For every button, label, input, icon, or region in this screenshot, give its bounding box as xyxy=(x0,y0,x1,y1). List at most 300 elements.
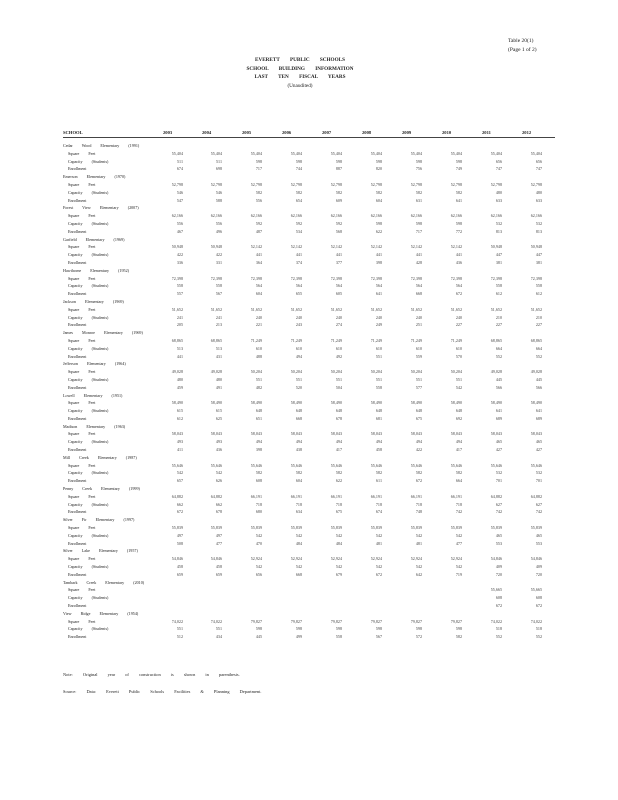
metric-label: Square Feet xyxy=(68,244,96,250)
value-cell: 598 xyxy=(335,626,342,632)
value-cell: 542 xyxy=(375,564,382,570)
value-cell: 610 xyxy=(375,345,382,351)
column-header-year: 2008 xyxy=(362,130,372,135)
value-cell: 627 xyxy=(535,501,542,507)
value-cell: 820 xyxy=(375,166,382,172)
value-cell: 50,204 xyxy=(450,369,462,375)
column-header-school: SCHOOL xyxy=(63,130,83,135)
school-name: Madison Elementary (1963) xyxy=(63,423,126,429)
school-table xyxy=(63,143,555,642)
value-cell: 747 xyxy=(535,166,542,172)
value-cell: 49,028 xyxy=(490,369,502,375)
value-cell: 52,798 xyxy=(530,181,542,187)
metric-label: Capacity (Students) xyxy=(68,408,109,414)
metric-label: Square Feet xyxy=(68,462,96,468)
metric-label: Square Feet xyxy=(68,431,96,437)
value-cell: 58,043 xyxy=(530,431,542,437)
value-cell: 243 xyxy=(295,322,302,328)
value-cell: 504 xyxy=(335,384,342,390)
value-cell: 411 xyxy=(177,447,183,453)
value-cell: 582 xyxy=(255,470,262,476)
value-cell: 480 xyxy=(535,189,542,195)
value-cell: 52,924 xyxy=(290,556,302,562)
value-cell: 51,652 xyxy=(171,306,183,312)
value-cell: 657 xyxy=(176,478,183,484)
value-cell: 52,798 xyxy=(250,181,262,187)
value-cell: 427 xyxy=(495,447,502,453)
value-cell: 656 xyxy=(495,158,502,164)
value-cell: 55,646 xyxy=(171,462,183,468)
metric-row xyxy=(63,283,555,291)
value-cell: 749 xyxy=(455,166,462,172)
value-cell: 564 xyxy=(295,283,302,289)
value-cell: 598 xyxy=(375,158,382,164)
value-cell: 615 xyxy=(215,408,222,414)
value-cell: 55,839 xyxy=(410,525,422,531)
metric-row xyxy=(63,166,555,174)
column-header-year: 2004 xyxy=(202,130,212,135)
value-cell: 542 xyxy=(295,564,302,570)
metric-label: Capacity (Students) xyxy=(68,470,109,476)
metric-label: Capacity (Students) xyxy=(68,501,109,507)
value-cell: 747 xyxy=(495,166,502,172)
value-cell: 55,404 xyxy=(490,150,502,156)
value-cell: 445 xyxy=(255,634,262,640)
value-cell: 598 xyxy=(415,158,422,164)
value-cell: 655 xyxy=(295,291,302,297)
value-cell: 675 xyxy=(415,415,422,421)
value-cell: 58,490 xyxy=(290,400,302,406)
value-cell: 381 xyxy=(495,259,502,265)
value-cell: 582 xyxy=(255,189,262,195)
value-cell: 58,490 xyxy=(490,400,502,406)
value-cell: 55,404 xyxy=(370,150,382,156)
value-cell: 664 xyxy=(535,345,542,351)
value-cell: 678 xyxy=(335,415,342,421)
value-cell: 625 xyxy=(215,415,222,421)
value-cell: 54,846 xyxy=(490,556,502,562)
value-cell: 459 xyxy=(176,384,183,390)
value-cell: 64,882 xyxy=(171,493,183,499)
value-cell: 241 xyxy=(176,314,183,320)
metric-row xyxy=(63,572,555,580)
value-cell: 494 xyxy=(335,439,342,445)
school-row xyxy=(63,611,555,619)
value-cell: 542 xyxy=(375,532,382,538)
metric-row xyxy=(63,494,555,502)
metric-row xyxy=(63,198,555,206)
metric-row xyxy=(63,525,555,533)
value-cell: 494 xyxy=(295,439,302,445)
value-cell: 55,646 xyxy=(410,462,422,468)
value-cell: 631 xyxy=(415,197,422,203)
value-cell: 633 xyxy=(535,197,542,203)
value-cell: 672 xyxy=(495,603,502,609)
value-cell: 556 xyxy=(215,220,222,226)
value-cell: 481 xyxy=(375,540,382,546)
value-cell: 674 xyxy=(176,166,183,172)
value-cell: 582 xyxy=(455,634,462,640)
value-cell: 772 xyxy=(455,228,462,234)
value-cell: 52,798 xyxy=(290,181,302,187)
value-cell: 499 xyxy=(295,634,302,640)
value-cell: 458 xyxy=(375,447,382,453)
metric-label: Capacity (Students) xyxy=(68,439,109,445)
metric-row xyxy=(63,408,555,416)
value-cell: 62,166 xyxy=(171,213,183,219)
value-cell: 465 xyxy=(495,439,502,445)
value-cell: 492 xyxy=(335,353,342,359)
value-cell: 55,839 xyxy=(250,525,262,531)
school-row xyxy=(63,174,555,182)
column-header-year: 2009 xyxy=(402,130,412,135)
value-cell: 664 xyxy=(495,345,502,351)
value-cell: 672 xyxy=(375,571,382,577)
value-cell: 427 xyxy=(535,447,542,453)
value-cell: 66,191 xyxy=(370,493,382,499)
value-cell: 458 xyxy=(176,564,183,570)
metric-label: Capacity (Students) xyxy=(68,252,109,258)
value-cell: 72,398 xyxy=(171,275,183,281)
value-cell: 480 xyxy=(215,376,222,382)
value-cell: 494 xyxy=(455,439,462,445)
value-cell: 55,665 xyxy=(490,587,502,593)
value-cell: 681 xyxy=(375,415,382,421)
value-cell: 409 xyxy=(535,564,542,570)
value-cell: 240 xyxy=(375,314,382,320)
metric-label: Enrollment xyxy=(68,384,87,390)
metric-label: Square Feet xyxy=(68,556,96,562)
value-cell: 598 xyxy=(255,626,262,632)
value-cell: 79,827 xyxy=(330,618,342,624)
value-cell: 52,924 xyxy=(450,556,462,562)
value-cell: 720 xyxy=(535,571,542,577)
metric-row xyxy=(63,377,555,385)
school-name: Emerson Elementary (1970) xyxy=(63,174,126,180)
school-name: Garfield Elementary (1969) xyxy=(63,236,125,242)
value-cell: 719 xyxy=(455,571,462,577)
value-cell: 668 xyxy=(295,415,302,421)
value-cell: 241 xyxy=(215,314,222,320)
value-cell: 72,398 xyxy=(450,275,462,281)
value-cell: 465 xyxy=(495,532,502,538)
metric-row xyxy=(63,182,555,190)
value-cell: 240 xyxy=(415,314,422,320)
header-divider xyxy=(63,137,555,138)
value-cell: 441 xyxy=(295,252,302,258)
value-cell: 742 xyxy=(455,509,462,515)
value-cell: 62,166 xyxy=(290,213,302,219)
metric-label: Capacity (Students) xyxy=(68,283,109,289)
value-cell: 251 xyxy=(415,322,422,328)
metric-row xyxy=(63,509,555,517)
value-cell: 552 xyxy=(495,634,502,640)
column-header-year: 2003 xyxy=(163,130,173,135)
value-cell: 564 xyxy=(415,283,422,289)
value-cell: 58,490 xyxy=(450,400,462,406)
school-name: Silver Lake Elementary (1957) xyxy=(63,548,138,554)
metric-label: Square Feet xyxy=(68,400,96,406)
column-header-year: 2006 xyxy=(282,130,292,135)
value-cell: 678 xyxy=(215,509,222,515)
value-cell: 50,948 xyxy=(530,244,542,250)
value-cell: 558 xyxy=(176,283,183,289)
value-cell: 66,191 xyxy=(250,493,262,499)
value-cell: 605 xyxy=(335,291,342,297)
value-cell: 610 xyxy=(295,345,302,351)
metric-label: Square Feet xyxy=(68,150,96,156)
value-cell: 604 xyxy=(295,478,302,484)
value-cell: 51,652 xyxy=(210,306,222,312)
value-cell: 79,827 xyxy=(250,618,262,624)
metric-row xyxy=(63,595,555,603)
value-cell: 55,646 xyxy=(210,462,222,468)
value-cell: 598 xyxy=(375,626,382,632)
school-name: James Monroe Elementary (1969) xyxy=(63,330,143,336)
metric-row xyxy=(63,634,555,642)
value-cell: 50,204 xyxy=(290,369,302,375)
value-cell: 556 xyxy=(255,197,262,203)
value-cell: 582 xyxy=(375,189,382,195)
value-cell: 542 xyxy=(455,532,462,538)
value-cell: 64,882 xyxy=(490,493,502,499)
value-cell: 626 xyxy=(215,478,222,484)
value-cell: 610 xyxy=(255,345,262,351)
value-cell: 68,865 xyxy=(171,337,183,343)
value-cell: 588 xyxy=(215,197,222,203)
value-cell: 641 xyxy=(375,291,382,297)
value-cell: 55,646 xyxy=(330,462,342,468)
value-cell: 582 xyxy=(295,470,302,476)
value-cell: 480 xyxy=(176,376,183,382)
value-cell: 409 xyxy=(495,564,502,570)
value-cell: 717 xyxy=(415,228,422,234)
metric-label: Enrollment xyxy=(68,447,87,453)
value-cell: 612 xyxy=(176,415,183,421)
value-cell: 51,652 xyxy=(250,306,262,312)
value-cell: 58,043 xyxy=(250,431,262,437)
value-cell: 518 xyxy=(495,626,502,632)
value-cell: 55,646 xyxy=(250,462,262,468)
metric-label: Capacity (Students) xyxy=(68,189,109,195)
value-cell: 598 xyxy=(255,158,262,164)
value-cell: 50,204 xyxy=(250,369,262,375)
value-cell: 610 xyxy=(455,345,462,351)
metric-label: Enrollment xyxy=(68,322,87,328)
value-cell: 58,043 xyxy=(210,431,222,437)
value-cell: 221 xyxy=(255,322,262,328)
value-cell: 582 xyxy=(415,189,422,195)
metric-row xyxy=(63,447,555,455)
value-cell: 756 xyxy=(415,166,422,172)
value-cell: 50,204 xyxy=(410,369,422,375)
value-cell: 633 xyxy=(495,197,502,203)
value-cell: 417 xyxy=(335,447,342,453)
value-cell: 542 xyxy=(255,532,262,538)
metric-row xyxy=(63,369,555,377)
value-cell: 417 xyxy=(455,447,462,453)
value-cell: 748 xyxy=(415,509,422,515)
value-cell: 564 xyxy=(255,283,262,289)
value-cell: 55,839 xyxy=(370,525,382,531)
value-cell: 488 xyxy=(255,353,262,359)
value-cell: 664 xyxy=(455,478,462,484)
school-row xyxy=(63,580,555,588)
value-cell: 542 xyxy=(295,532,302,538)
value-cell: 582 xyxy=(375,470,382,476)
value-cell: 558 xyxy=(535,283,542,289)
value-cell: 74,022 xyxy=(171,618,183,624)
value-cell: 542 xyxy=(455,384,462,390)
value-cell: 567 xyxy=(375,634,382,640)
value-cell: 672 xyxy=(535,603,542,609)
school-row xyxy=(63,205,555,213)
value-cell: 434 xyxy=(215,634,222,640)
value-cell: 52,798 xyxy=(450,181,462,187)
value-cell: 364 xyxy=(255,259,262,265)
value-cell: 610 xyxy=(415,345,422,351)
value-cell: 51,652 xyxy=(530,306,542,312)
value-cell: 491 xyxy=(215,384,222,390)
metric-label: Enrollment xyxy=(68,166,87,172)
value-cell: 52,798 xyxy=(490,181,502,187)
value-cell: 615 xyxy=(176,408,183,414)
value-cell: 496 xyxy=(215,228,222,234)
value-cell: 50,204 xyxy=(370,369,382,375)
school-name: Lowell Elementary (1951) xyxy=(63,392,123,398)
value-cell: 532 xyxy=(535,470,542,476)
value-cell: 213 xyxy=(215,322,222,328)
value-cell: 552 xyxy=(535,353,542,359)
value-cell: 513 xyxy=(176,345,183,351)
metric-row xyxy=(63,159,555,167)
value-cell: 205 xyxy=(176,322,183,328)
value-cell: 813 xyxy=(535,228,542,234)
value-cell: 274 xyxy=(335,322,342,328)
value-cell: 577 xyxy=(415,384,422,390)
value-cell: 511 xyxy=(216,158,222,164)
value-cell: 622 xyxy=(335,478,342,484)
value-cell: 71,249 xyxy=(290,337,302,343)
value-cell: 49,028 xyxy=(530,369,542,375)
school-row xyxy=(63,517,555,525)
metric-row xyxy=(63,564,555,572)
value-cell: 592 xyxy=(255,220,262,226)
value-cell: 656 xyxy=(255,571,262,577)
value-cell: 582 xyxy=(335,189,342,195)
school-name: Silver Fir Elementary (1997) xyxy=(63,517,135,523)
table-reference xyxy=(508,37,537,55)
value-cell: 79,827 xyxy=(370,618,382,624)
value-cell: 62,166 xyxy=(410,213,422,219)
metric-row xyxy=(63,587,555,595)
value-cell: 240 xyxy=(335,314,342,320)
value-cell: 717 xyxy=(255,166,262,172)
metric-row xyxy=(63,439,555,447)
metric-row xyxy=(63,151,555,159)
school-row xyxy=(63,361,555,369)
value-cell: 656 xyxy=(535,158,542,164)
value-cell: 55,646 xyxy=(370,462,382,468)
value-cell: 672 xyxy=(415,478,422,484)
value-cell: 68,865 xyxy=(210,337,222,343)
school-name: Penny Creek Elementary (1999) xyxy=(63,486,140,492)
value-cell: 566 xyxy=(535,384,542,390)
value-cell: 551 xyxy=(295,376,302,382)
value-cell: 598 xyxy=(415,626,422,632)
value-cell: 62,166 xyxy=(330,213,342,219)
value-cell: 58,043 xyxy=(490,431,502,437)
value-cell: 598 xyxy=(455,220,462,226)
metric-row xyxy=(63,338,555,346)
value-cell: 494 xyxy=(375,439,382,445)
value-cell: 718 xyxy=(375,501,382,507)
school-row xyxy=(63,330,555,338)
metric-row xyxy=(63,385,555,393)
title-line-2: SCHOOL BUILDING INFORMATION xyxy=(246,65,354,72)
metric-row xyxy=(63,502,555,510)
value-cell: 68,865 xyxy=(530,337,542,343)
school-row xyxy=(63,424,555,432)
value-cell: 542 xyxy=(215,470,222,476)
value-cell: 447 xyxy=(535,252,542,258)
value-cell: 556 xyxy=(176,220,183,226)
metric-row xyxy=(63,431,555,439)
value-cell: 51,652 xyxy=(290,306,302,312)
value-cell: 493 xyxy=(176,439,183,445)
metric-row xyxy=(63,603,555,611)
value-cell: 482 xyxy=(255,384,262,390)
value-cell: 55,404 xyxy=(290,150,302,156)
metric-label: Capacity (Students) xyxy=(68,220,109,226)
value-cell: 534 xyxy=(295,228,302,234)
value-cell: 542 xyxy=(415,564,422,570)
value-cell: 654 xyxy=(295,197,302,203)
value-cell: 592 xyxy=(335,220,342,226)
value-cell: 55,839 xyxy=(450,525,462,531)
value-cell: 79,827 xyxy=(410,618,422,624)
metric-label: Enrollment xyxy=(68,415,87,421)
value-cell: 58,043 xyxy=(450,431,462,437)
value-cell: 249 xyxy=(375,322,382,328)
value-cell: 55,839 xyxy=(290,525,302,531)
value-cell: 50,948 xyxy=(171,244,183,250)
value-cell: 542 xyxy=(335,532,342,538)
value-cell: 436 xyxy=(455,259,462,265)
value-cell: 72,398 xyxy=(330,275,342,281)
value-cell: 58,043 xyxy=(330,431,342,437)
report-title xyxy=(200,56,400,90)
title-line-4: (Unaudited) xyxy=(287,82,313,89)
metric-label: Enrollment xyxy=(68,228,87,234)
value-cell: 494 xyxy=(295,353,302,359)
value-cell: 598 xyxy=(455,158,462,164)
value-cell: 436 xyxy=(215,447,222,453)
value-cell: 612 xyxy=(535,291,542,297)
value-cell: 62,166 xyxy=(250,213,262,219)
value-cell: 51,652 xyxy=(370,306,382,312)
value-cell: 477 xyxy=(215,540,222,546)
value-cell: 887 xyxy=(335,166,342,172)
value-cell: 55,404 xyxy=(450,150,462,156)
value-cell: 497 xyxy=(215,532,222,538)
value-cell: 582 xyxy=(335,470,342,476)
value-cell: 55,646 xyxy=(530,462,542,468)
value-cell: 612 xyxy=(495,291,502,297)
value-cell: 52,142 xyxy=(370,244,382,250)
value-cell: 651 xyxy=(255,415,262,421)
value-cell: 71,249 xyxy=(250,337,262,343)
